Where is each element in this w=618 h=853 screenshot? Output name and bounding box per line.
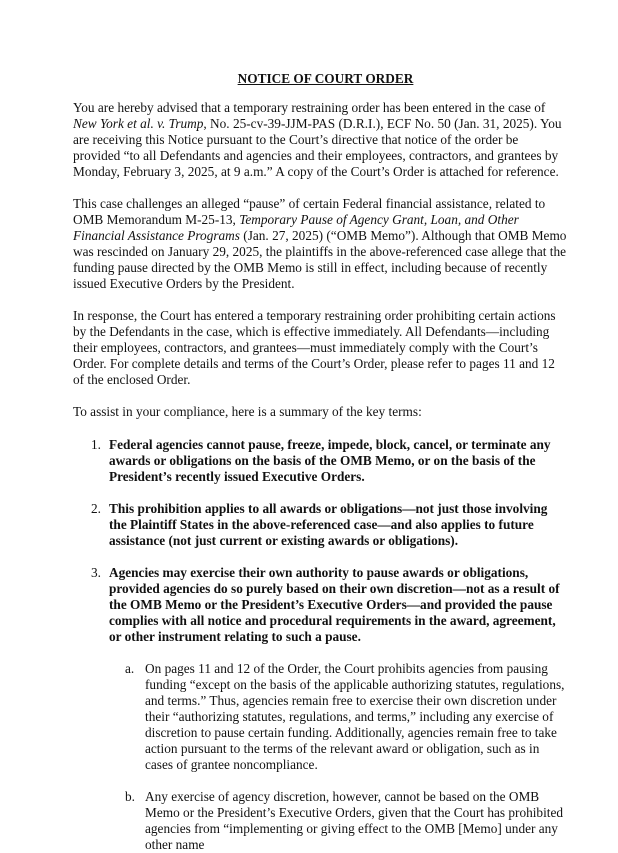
- background-paragraph: This case challenges an alleged “pause” of certain Federal financial assistance, related to OMB Memorandum M-25-13, Temporary Pause of Agency Grant, Loan, and Other Financial Assistance Programs (Jan. 27, 2025) (“OMB Memo”). Although that OMB Memo was rescinded on January 29, 2025, the plaintiffs in the above-referenced case allege that the funding pause directed by the OMB Memo is still in effect, including because of recently issued Executive Orders by the President.: [73, 196, 567, 291]
- key-term-item: [73, 437, 568, 485]
- sub-item-text: Any exercise of agency discretion, however, cannot be based on the OMB Memo or the President’s Executive Orders, given that the Court has prohibited agencies from “implementing or giving effect to the OMB [Memo] under any other name: [145, 789, 564, 852]
- document-title: NOTICE OF COURT ORDER: [237, 71, 414, 86]
- item-text: Federal agencies cannot pause, freeze, impede, block, cancel, or terminate any awards or obligations on the basis of the OMB Memo, or on the basis of the President’s recently issued Executive Orders.: [109, 437, 551, 484]
- summary-intro: To assist in your compliance, here is a summary of the key terms:: [73, 404, 422, 419]
- item-text: This prohibition applies to all awards or obligations—not just those involving the Plaintiff States in the above-referenced case—and also applies to future assistance (not just current or existing awards or obligations).: [109, 501, 548, 548]
- item-number: 3.: [91, 565, 101, 580]
- case-name: New York et al. v. Trump: [73, 116, 204, 131]
- memo-title: Temporary Pause of Agency Grant, Loan, and Other Financial Assistance Programs: [73, 212, 519, 243]
- key-term-item: [73, 565, 568, 853]
- key-terms-list: [73, 437, 568, 853]
- item-text: Agencies may exercise their own authority to pause awards or obligations, provided agencies do so purely based on their own discretion—not as a result of the OMB Memo or the President’s Executive Orders—and provided the pause complies with all notice and procedural requirements in the award, agreement, or other instrument relating to such a pause.: [109, 565, 560, 644]
- sub-item: [109, 789, 568, 853]
- item-number: 1.: [91, 437, 101, 452]
- sub-list: [109, 661, 568, 853]
- item-number: 2.: [91, 501, 101, 516]
- key-term-item: [73, 501, 568, 549]
- sub-item-text: On pages 11 and 12 of the Order, the Court prohibits agencies from pausing funding “except on the basis of the applicable authorizing statutes, regulations, and terms.” Thus, agencies remain free to exercise their own discretion under their “authorizing statutes, regulations, and terms,” including any exercise of discretion to pause certain funding. Additionally, agencies remain free to take action pursuant to the terms of the relevant award or obligation, such as in cases of grantee noncompliance.: [145, 661, 565, 772]
- response-paragraph: In response, the Court has entered a temporary restraining order prohibiting certain actions by the Defendants in the case, which is effective immediately. All Defendants—including their employees, contractors, and grantees—must immediately comply with the Court’s Order. For complete details and terms of the Court’s Order, please refer to pages 11 and 12 of the enclosed Order.: [73, 308, 556, 387]
- sub-item: [109, 661, 568, 773]
- sub-item-letter: a.: [125, 661, 135, 676]
- sub-item-letter: b.: [125, 789, 135, 804]
- intro-paragraph: You are hereby advised that a temporary restraining order has been entered in the case of New York et al. v. Trump, No. 25-cv-39-JJM-PAS (D.R.I.), ECF No. 50 (Jan. 31, 2025). You are receiving this Notice pursuant to the Court’s directive that notice of the order be provided “to all Defendants and agencies and their employees, contractors, and grantees by Monday, February 3, 2025, at 9 a.m.” A copy of the Court’s Order is attached for reference.: [73, 100, 562, 179]
